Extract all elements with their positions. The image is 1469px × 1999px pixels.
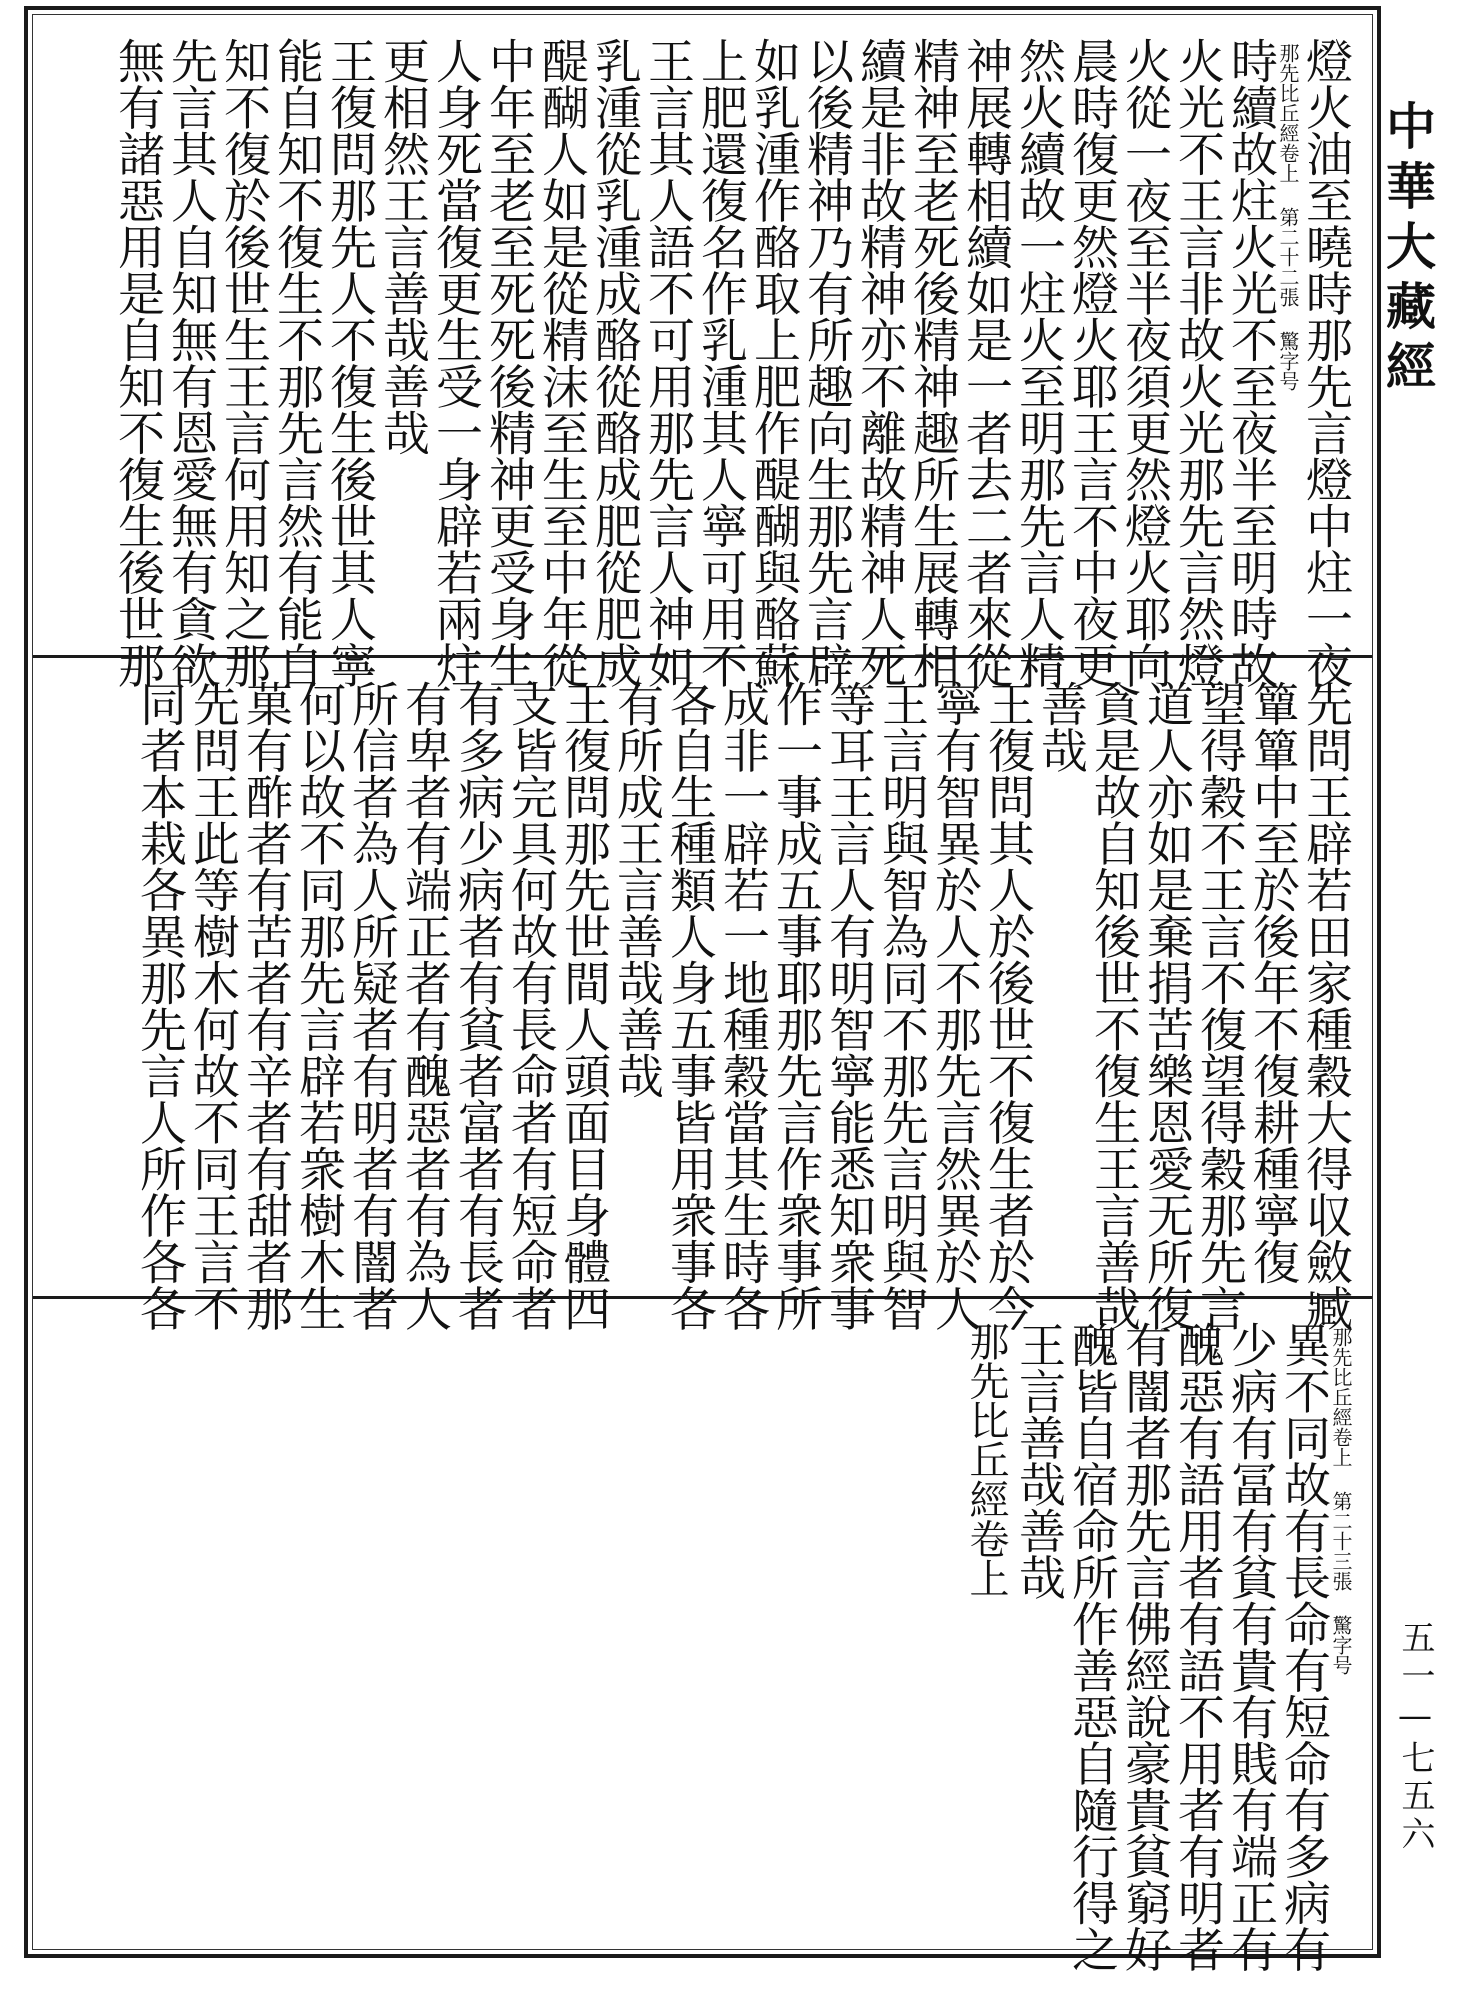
page-number: 五一—七五六	[1395, 1620, 1435, 1854]
text-column: 等耳王言人有明智寧能悉知衆事	[821, 680, 876, 1331]
page-frame-inner	[32, 14, 1373, 1972]
text-column: 何以故不同那先言辟若衆樹木生	[291, 680, 346, 1331]
text-column: 異不同故有長命有短命有多病有	[1276, 1321, 1331, 1972]
panel-1-columns	[111, 37, 1352, 688]
panel-3-columns	[949, 1321, 1352, 1972]
text-column: 然火續故一炷火至明那先言人精	[1011, 37, 1066, 688]
text-column: 醜皆自宿命所作善惡自隨行得之	[1064, 1321, 1119, 1972]
text-column: 燈火油至曉時那先言燈中炷一夜	[1298, 37, 1353, 688]
text-column: 少病有冨有貧有貴有賎有端正有	[1223, 1321, 1278, 1972]
text-column: 有多病少病者有貧者富者有長者	[450, 680, 505, 1331]
text-column: 作一事成五事耶那先言作衆事所	[768, 680, 823, 1331]
text-column: 無有諸惡用是自知不復生後世那	[110, 37, 165, 688]
text-column: 續是非故精神亦不離故精神人死	[852, 37, 907, 688]
text-column: 更相然王言善哉善哉	[375, 37, 430, 456]
text-column: 醍醐人如是從精沫至生至中年從	[534, 37, 589, 688]
text-column: 簞簞中至於後年不復耕種寧復	[1245, 680, 1300, 1285]
text-column: 有卑者有端正者有醜惡者有為人	[397, 680, 452, 1331]
panel-2-columns	[133, 680, 1352, 1331]
text-column: 知不復於後世生王言何用知之那	[216, 37, 271, 688]
text-column: 先問王此等樹木何故不同王言不	[185, 680, 240, 1331]
text-column: 王言善哉善哉	[1011, 1321, 1066, 1600]
text-column: 精神至老死後精神趣所生展轉相	[905, 37, 960, 688]
text-column: 先問王辟若田家種穀大得収斂臧	[1298, 680, 1353, 1331]
panel-header-note: 那先比丘經卷上 第二十二張 驚字号	[1276, 43, 1300, 391]
text-column: 晨時復更然燈火耶王言不中夜更	[1064, 37, 1119, 688]
text-column: 乳湩從乳湩成酪從酪成肥從肥成	[587, 37, 642, 688]
text-column: 上肥還復名作乳湩其人寧可用不	[693, 37, 748, 688]
text-column: 時續故炷火光不至夜半至明時故	[1223, 37, 1278, 688]
text-column: 中年至老至死死後精神更受身生	[481, 37, 536, 688]
text-column: 人身死當復更生受一身辟若兩炷	[428, 37, 483, 688]
text-column: 菓有酢者有苦者有辛者有甜者那	[238, 680, 293, 1331]
text-column: 能自知不復生不那先言然有能自	[269, 37, 324, 688]
text-column: 成非一辟若一地種穀當其生時各	[715, 680, 770, 1331]
text-panel-3	[33, 1296, 1372, 1972]
text-column: 王復問那先人不復生後世其人寧	[322, 37, 377, 688]
text-column: 貪是故自知後世不復生王言善哉	[1086, 680, 1141, 1331]
text-column: 王復問那先世間人頭面目身體四	[556, 680, 611, 1331]
text-column: 火光不王言非故火光那先言然燈	[1170, 37, 1225, 688]
collection-title: 中華大藏經	[1378, 100, 1437, 400]
text-panel-1	[33, 15, 1372, 688]
text-column: 以後精神乃有所趣向生那先言辟	[799, 37, 854, 688]
text-column: 望得穀不王言不復望得穀那先言	[1192, 680, 1247, 1331]
volume-end-title: 那先比丘經卷上	[963, 1321, 1009, 1598]
text-column: 先言其人自知無有恩愛無有貪欲	[163, 37, 218, 688]
text-column: 所信者為人所疑者有明者有闇者	[344, 680, 399, 1331]
text-column: 王言明與智為同不那先言明與智	[874, 680, 929, 1331]
text-column: 神展轉相續如是一者去二者來從	[958, 37, 1013, 688]
text-column: 如乳湩作酪取上肥作醍醐與酪蘇	[746, 37, 801, 688]
text-column: 同者本栽各異那先言人所作各各	[132, 680, 187, 1331]
page-frame	[24, 6, 1381, 1972]
text-column: 火從一夜至半夜須更然燈火耶向	[1117, 37, 1172, 688]
text-column: 善哉	[1033, 680, 1088, 773]
text-column: 道人亦如是棄捐苦樂恩愛无所復	[1139, 680, 1194, 1331]
text-column: 有闇者那先言佛經說豪貴貧窮好	[1117, 1321, 1172, 1972]
text-column: 支皆完具何故有長命者有短命者	[503, 680, 558, 1331]
text-column: 有所成王言善哉善哉	[609, 680, 664, 1099]
text-panel-2	[33, 655, 1372, 1331]
text-column: 王言其人語不可用那先言人神如	[640, 37, 695, 688]
text-column: 各自生種類人身五事皆用衆事各	[662, 680, 717, 1331]
panel-header-note: 那先比丘經卷上 第二十三張 驚字号	[1329, 1327, 1353, 1675]
text-column: 王復問其人於後世不復生者於今	[980, 680, 1035, 1331]
text-column: 寧有智異於人不那先言然異於人	[927, 680, 982, 1331]
text-column: 醜惡有語用者有語不用者有明者	[1170, 1321, 1225, 1972]
